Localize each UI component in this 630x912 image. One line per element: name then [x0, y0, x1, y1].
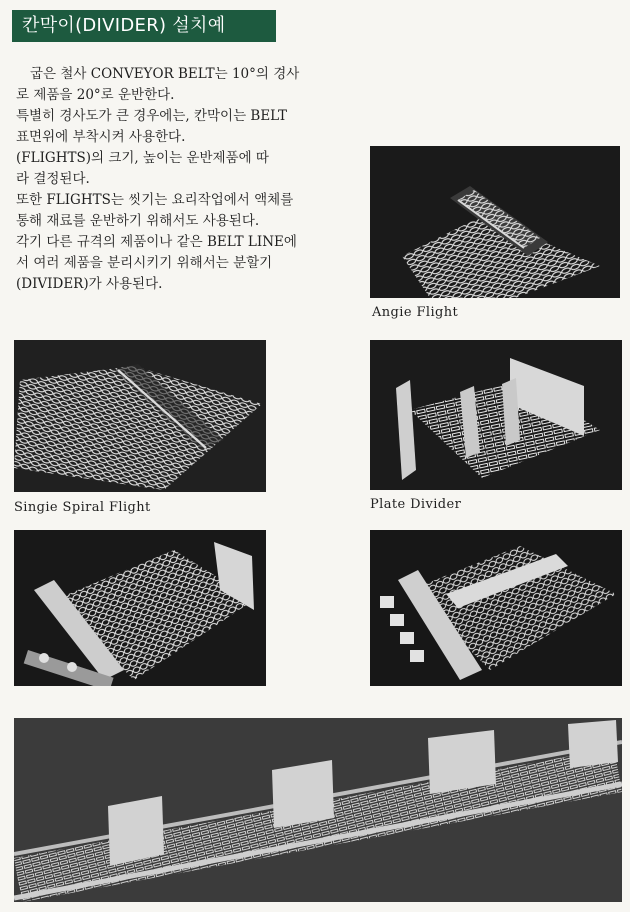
intro-line: 굽은 철사 CONVEYOR BELT는 10°의 경사 — [30, 66, 300, 82]
single-spiral-flight-caption: Singie Spiral Flight — [14, 500, 151, 515]
intro-line: (DIVIDER)가 사용된다. — [16, 276, 163, 292]
angle-flight-photo — [370, 146, 620, 298]
intro-line: 표면위에 부착시켜 사용한다. — [16, 129, 186, 145]
intro-line: 각기 다른 규격의 제품이나 같은 BELT LINE에 — [16, 234, 297, 250]
spiral-belt-side-plates-photo — [14, 530, 266, 686]
page-title: 칸막이(DIVIDER) 설치예 — [12, 10, 276, 42]
intro-line: 라 결정된다. — [16, 171, 90, 187]
divider-chain-belt-photo — [370, 530, 622, 686]
intro-line: 로 제품을 20°로 운반한다. — [16, 87, 175, 103]
intro-line: 특별히 경사도가 큰 경우에는, 칸막이는 BELT — [16, 108, 288, 124]
plate-divider-caption: Plate Divider — [370, 497, 462, 512]
intro-line: 통해 재료를 운반하기 위해서도 사용된다. — [16, 213, 260, 229]
intro-line: (FLIGHTS)의 크기, 높이는 운반제품에 따 — [16, 150, 269, 166]
angle-flight-caption: Angie Flight — [372, 305, 459, 320]
intro-line: 서 여러 제품을 분리시키기 위해서는 분할기 — [16, 255, 273, 271]
intro-line: 또한 FLIGHTS는 씻기는 요리작업에서 액체를 — [16, 192, 294, 208]
chain-conveyor-dividers-photo — [14, 718, 622, 902]
single-spiral-flight-photo — [14, 340, 266, 492]
plate-divider-photo — [370, 340, 622, 490]
intro-text — [16, 64, 346, 295]
